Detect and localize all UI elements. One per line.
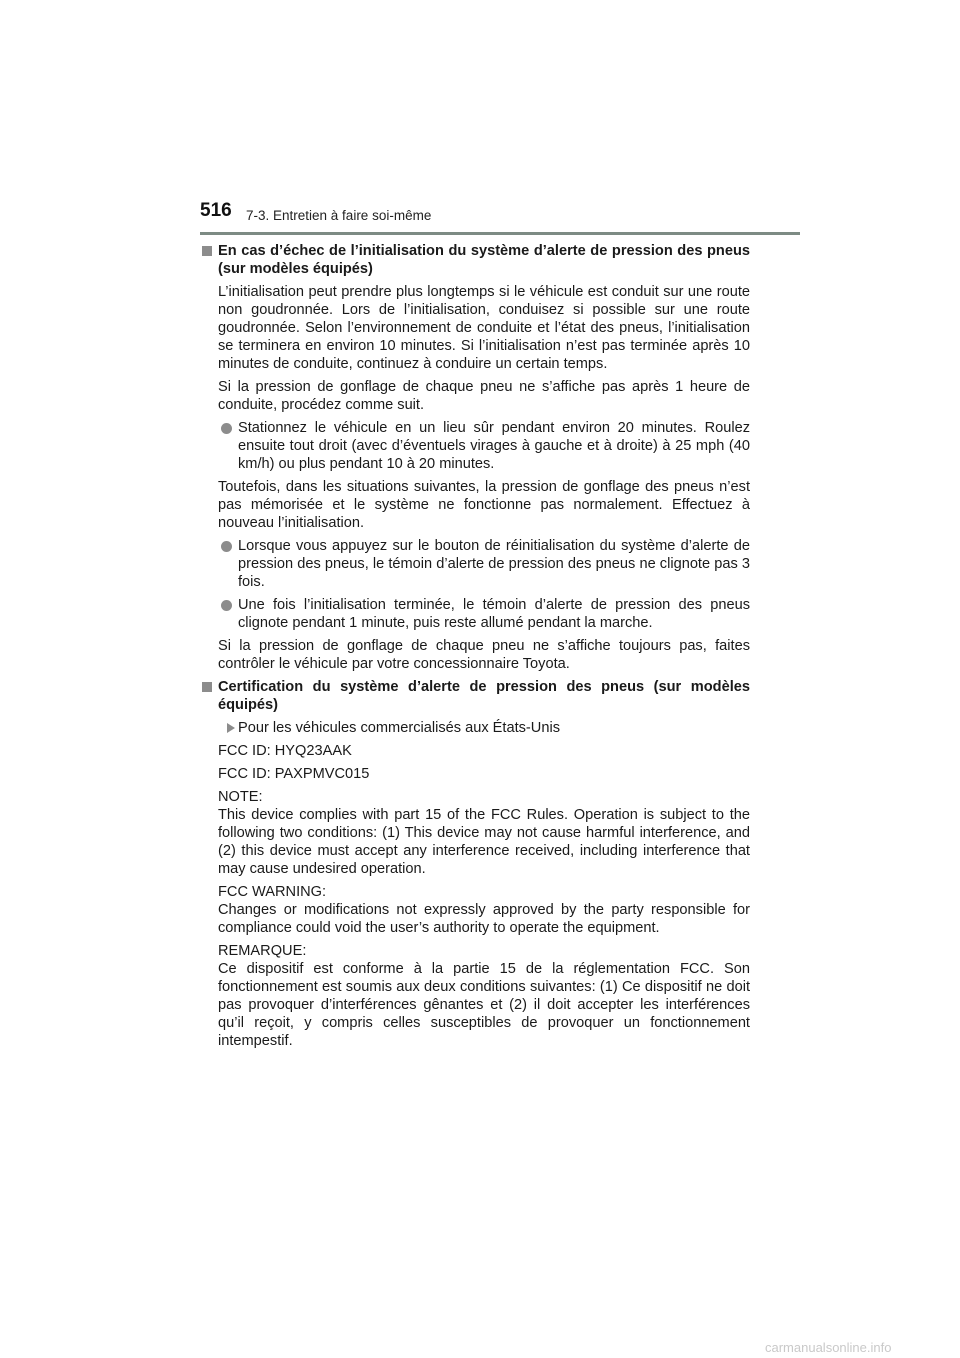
header-rule (200, 232, 800, 235)
list-item-text: Pour les véhicules commercialisés aux États-Unis (238, 720, 560, 736)
list-item (198, 419, 750, 473)
square-bullet-icon (202, 246, 212, 256)
paragraph: Toutefois, dans les situations suivantes, la pression de gonflage des pneus n’est pas mémorisée et le système ne fonctionne pas normalement. Effectuez à nouveau l’initialisation. (218, 479, 750, 531)
paragraph: Si la pression de gonflage de chaque pneu ne s’affiche pas après 1 heure de conduite, procédez comme suit. (218, 379, 750, 413)
heading-text: En cas d’échec de l’initialisation du système d’alerte de pression des pneus (sur modèles équipés) (218, 243, 750, 277)
triangle-arrow-icon (227, 723, 235, 733)
section-title: 7-3. Entretien à faire soi-même (246, 208, 432, 223)
remarque-body: Ce dispositif est conforme à la partie 15 de la réglementation FCC. Son fonctionnement est soumis aux deux conditions suivantes: (1) Ce dispositif ne doit pas provoquer d’interférences gênantes et (2) il doit accepter les interférences qu’il reçoit, y compris celles susceptibles de provoquer un fonctionnement intempestif. (218, 961, 750, 1049)
note-title: NOTE: (218, 789, 263, 805)
watermark: carmanualsonline.info (765, 1340, 892, 1355)
section-heading-initialization-failure (198, 242, 750, 278)
circle-bullet-icon (221, 600, 232, 611)
remarque-block (198, 942, 750, 1050)
page-number: 516 (200, 200, 232, 221)
list-item (198, 537, 750, 591)
heading-text: Certification du système d’alerte de pression des pneus (sur modèles équipés) (218, 679, 750, 713)
list-item (198, 719, 750, 737)
warning-block (198, 883, 750, 937)
paragraph: L’initialisation peut prendre plus longtemps si le véhicule est conduit sur une route non goudronnée. Lors de l’initialisation, conduisez si possible sur une route goudronnée. Selon l’environnement de conduite et l’état des pneus, l’initialisation se terminera en environ 10 minutes. Si l’initialisation n’est pas terminée après 10 minutes de conduite, continuez à conduire un certain temps. (218, 284, 750, 372)
warning-body: Changes or modifications not expressly approved by the party responsible for compliance could void the user’s authority to operate the equipment. (218, 902, 750, 936)
list-item-text: Stationnez le véhicule en un lieu sûr pendant environ 20 minutes. Roulez ensuite tout droit (avec d’éventuels virages à gauche et à droite) à 25 mph (40 km/h) ou plus pendant 10 à 20 minutes. (238, 420, 750, 472)
warning-title: FCC WARNING: (218, 884, 327, 900)
section-heading-certification (198, 678, 750, 714)
note-body: This device complies with part 15 of the FCC Rules. Operation is subject to the following two conditions: (1) This device may not cause harmful interference, and (2) this device must accept any interference received, including interference that may cause undesired operation. (218, 807, 750, 877)
circle-bullet-icon (221, 423, 232, 434)
list-item-text: Une fois l’initialisation terminée, le témoin d’alerte de pression des pneus clignote pendant 1 minute, puis reste allumé pendant la marche. (238, 597, 750, 631)
square-bullet-icon (202, 682, 212, 692)
remarque-title: REMARQUE: (218, 943, 307, 959)
fcc-id: FCC ID: HYQ23AAK (218, 743, 352, 759)
page-header (0, 0, 960, 240)
note-block (198, 788, 750, 878)
paragraph: Si la pression de gonflage de chaque pneu ne s’affiche toujours pas, faites contrôler le véhicule par votre concessionnaire Toyota. (218, 638, 750, 672)
fcc-id: FCC ID: PAXPMVC015 (218, 766, 370, 782)
circle-bullet-icon (221, 541, 232, 552)
list-item-text: Lorsque vous appuyez sur le bouton de réinitialisation du système d’alerte de pression des pneus, le témoin d’alerte de pression des pneus ne clignote pas 3 fois. (238, 538, 750, 590)
page-content (198, 242, 750, 1055)
list-item (198, 596, 750, 632)
